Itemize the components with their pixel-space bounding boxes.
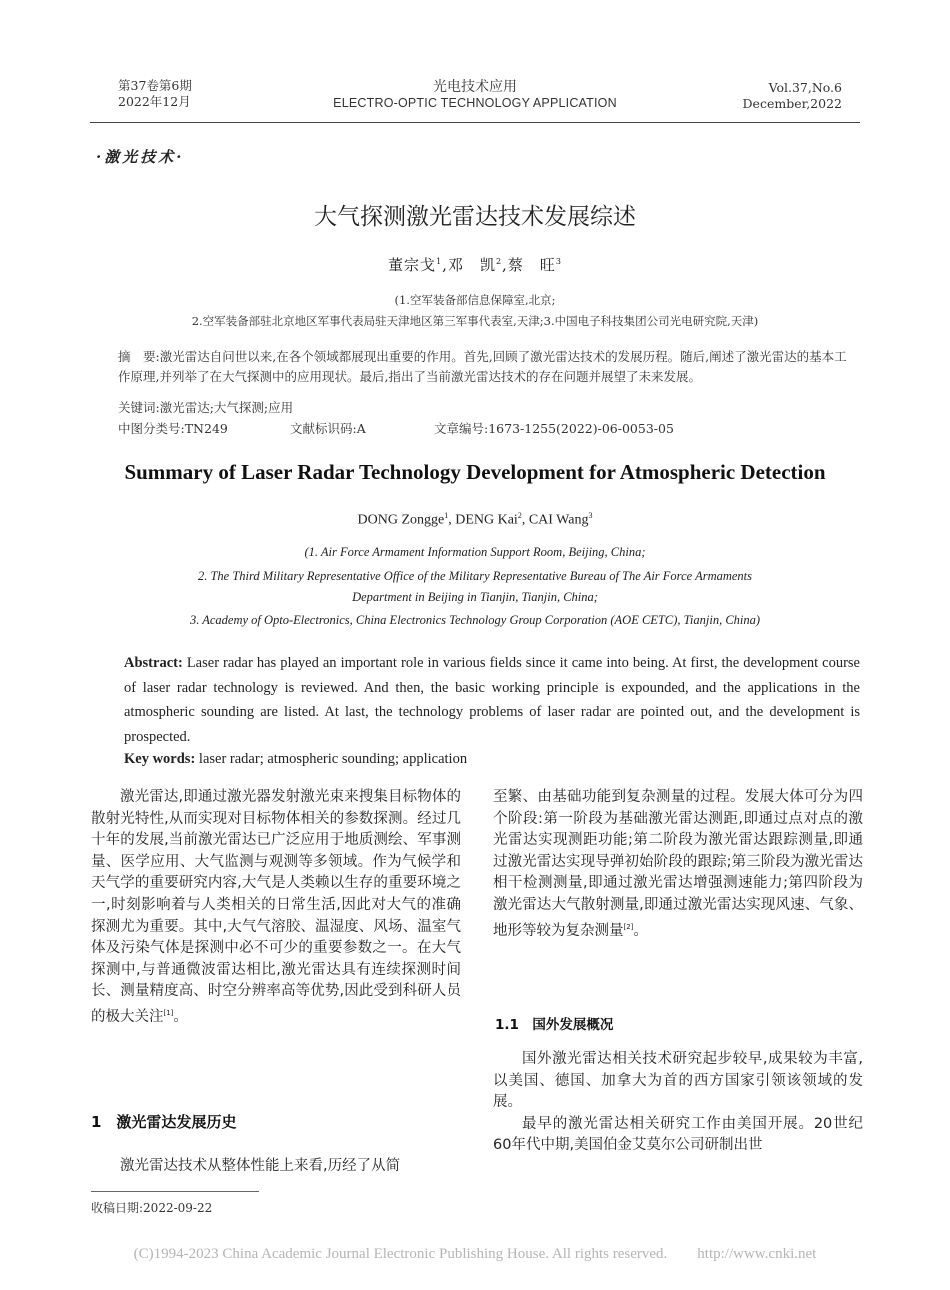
abstract-en-label: Abstract:: [124, 655, 183, 671]
section-heading-1: 1 激光雷达发展历史: [91, 1113, 237, 1131]
journal-issue-en: [700, 80, 842, 112]
affiliation-en-2: 2. The Third Military Representative Office of the Military Representative Bureau of The Air Force Armaments: [197, 569, 753, 583]
stages-paragraph-text: 至繁、由基础功能到复杂测量的过程。发展大体可分为四个阶段:第一阶段为基础激光雷达测距,即通过点对点的激光雷达实现测距功能;第二阶段为激光雷达跟踪测量,即通过激光雷达实现导弹初始阶段的跟踪;第三阶段为激光雷达相干检测测量,即通过激光雷达增强测速能力;第四阶段为激光雷达大气散射测量,即通过激光雷达实现风速、气象、地形等较为复杂测量: [493, 789, 863, 939]
keywords-cn: 关键词:激光雷达;大气探测;应用: [118, 400, 294, 415]
foreign-overview: [493, 1049, 863, 1157]
keywords-en: [124, 751, 467, 768]
issue-volume-en: Vol.37,No.6: [768, 80, 842, 95]
affiliation-cn-2: 2.空军装备部驻北京地区军事代表局驻天津地区第三军事代表室,天津;3.中国电子科技集团公司光电研究院,天津): [191, 314, 759, 328]
affiliation-en-4: 3. Academy of Opto-Electronics, China Electronics Technology Group Corporation (AOE CETC), Tianjin, China): [189, 613, 761, 627]
author-2-sup: 2: [495, 257, 503, 266]
foreign-paragraph-2: 最早的激光雷达相关研究工作由美国开展。20世纪60年代中期,美国伯金艾莫尔公司研制出世: [493, 1115, 863, 1154]
body-left-column: [91, 787, 461, 1028]
stages-paragraph: [493, 787, 863, 942]
header-divider: [90, 122, 860, 123]
intro-paragraph-end: 。: [173, 1008, 188, 1025]
affiliation-en-1: (1. Air Force Armament Information Support Room, Beijing, China;: [304, 545, 646, 559]
author-3: 蔡 旺: [507, 256, 556, 274]
abstract-cn-label: 摘 要:: [118, 349, 160, 364]
clc-number: 中图分类号:TN249: [118, 421, 228, 436]
author-3-sup: 3: [555, 257, 562, 266]
author-en-1-sup: 1: [444, 511, 449, 520]
author-1-sup: 1: [436, 257, 443, 266]
author-en-1: DONG Zongge: [357, 512, 445, 528]
copyright-watermark: (C)1994-2023 China Academic Journal Electronic Publishing House. All rights reserved. http://www.cnki.net: [133, 1246, 817, 1262]
document-code: 文献标识码:A: [290, 421, 366, 436]
affiliation-en-3: Department in Beijing in Tianjin, Tianjin, China;: [352, 590, 598, 604]
keywords-en-label: Key words:: [124, 751, 196, 767]
keywords-en-text: laser radar; atmospheric sounding; application: [195, 751, 468, 767]
author-1: 董宗戈: [388, 256, 437, 274]
issue-date: 2022年12月: [118, 94, 191, 109]
footnote-divider: [91, 1191, 259, 1192]
section-heading-1-1: 1.1 国外发展概况: [495, 1017, 614, 1033]
author-en-3: CAI Wang: [528, 512, 589, 528]
citation-1: [1]: [163, 1008, 174, 1017]
section-tag: ·激光技术·: [96, 148, 185, 166]
history-paragraph-start: [91, 1156, 461, 1178]
author-en-2-sup: 2: [517, 511, 522, 520]
article-number: 文章编号:1673-1255(2022)-06-0053-05: [434, 421, 674, 436]
citation-2: [2]: [623, 922, 634, 931]
journal-name-cn: 光电技术应用: [433, 79, 517, 95]
intro-paragraph: [91, 787, 461, 1028]
paper-title-en: Summary of Laser Radar Technology Development for Atmospheric Detection: [124, 460, 826, 484]
journal-name-en: ELECTRO-OPTIC TECHNOLOGY APPLICATION: [333, 96, 617, 110]
abstract-en: [124, 651, 860, 749]
stages-paragraph-end: 。: [633, 922, 648, 939]
received-date: 收稿日期:2022-09-22: [91, 1201, 213, 1215]
history-paragraph-text: 激光雷达技术从整体性能上来看,历经了从简: [120, 1158, 401, 1174]
abstract-en-text: Laser radar has played an important role in various fields since it came into being. At first, the development course of laser radar technology is reviewed. And then, the basic working principle is expounded, and the applications in the atmospheric sounding are listed. At last, the technology problems of laser radar are pointed out, and the development is prospected.: [124, 655, 860, 745]
authors-en: DONG Zongge$^1$, DENG Kai$^2$, CAI Wang$^3$: [357, 511, 593, 528]
abstract-cn-text: 激光雷达自问世以来,在各个领域都展现出重要的作用。首先,回顾了激光雷达技术的发展历程。随后,阐述了激光雷达的基本工作原理,并列举了在大气探测中的应用现状。最后,指出了当前激光雷达技术的存在问题并展望了未来发展。: [118, 349, 847, 384]
issue-volume: 第37卷第6期: [118, 78, 192, 93]
intro-paragraph-text: 激光雷达,即通过激光器发射激光束来搜集目标物体的散射光特性,从而实现对目标物体相关的参数探测。经过几十年的发展,当前激光雷达已广泛应用于地质测绘、军事测量、医学应用、大气监测与观测等多领域。作为气候学和天气学的重要研究内容,大气是人类赖以生存的重要环境之一,时刻影响着与人类相关的日常生活,因此对大气的准确探测尤为重要。其中,大气气溶胶、温湿度、风场、温室气体及污染气体是探测中必不可少的重要参数之一。在大气探测中,与普通微波雷达相比,激光雷达具有连续探测时间长、测量精度高、时空分辨率高等优势,因此受到科研人员的极大关注: [91, 789, 461, 1025]
body-right-column: [493, 787, 863, 942]
author-2: 邓 凯: [447, 256, 496, 274]
foreign-paragraph-1: 国外激光雷达相关技术研究起步较早,成果较为丰富,以美国、德国、加拿大为首的西方国家引领该领域的发展。: [493, 1051, 863, 1111]
affiliation-cn-1: (1.空军装备部信息保障室,北京;: [394, 293, 556, 307]
abstract-cn: [118, 347, 854, 387]
author-en-3-sup: 3: [588, 511, 593, 520]
issue-date-en: December,2022: [742, 96, 842, 111]
authors-cn: 董宗戈$^1$,邓 凯$^2$,蔡 旺$^3$: [388, 256, 562, 274]
paper-title-cn: 大气探测激光雷达技术发展综述: [314, 204, 636, 230]
author-en-2: DENG Kai: [455, 512, 518, 528]
